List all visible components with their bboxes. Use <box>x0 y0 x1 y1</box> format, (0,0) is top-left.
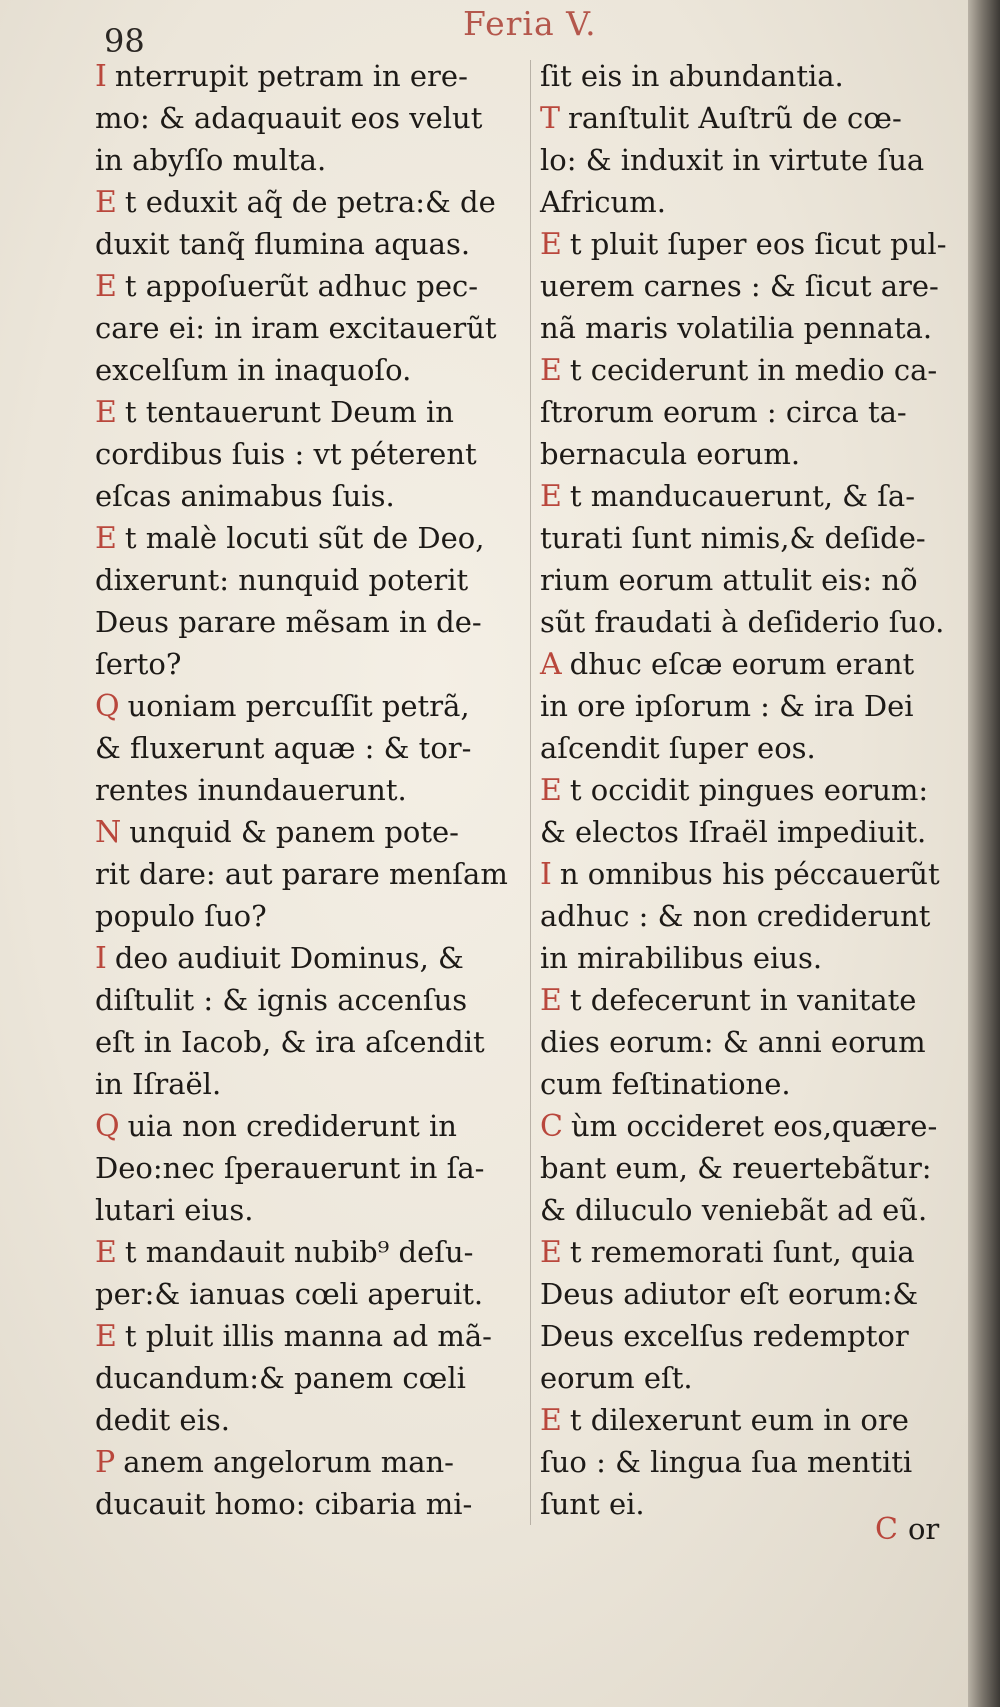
verse-line <box>540 979 950 1021</box>
line-text: care ei: in iram excitauerũt <box>95 311 497 345</box>
line-text: turati ſunt nimis,& deſide- <box>540 521 926 555</box>
rubricated-initial: E <box>95 521 117 556</box>
line-text: aſcendit ſuper eos. <box>540 731 816 765</box>
column-divider <box>530 60 531 1525</box>
rubricated-initial: E <box>95 1235 117 1270</box>
verse <box>540 769 950 853</box>
rubricated-initial: C <box>540 1109 563 1144</box>
verse-line <box>540 727 950 769</box>
verse-line <box>95 181 515 223</box>
right-column <box>540 55 950 1525</box>
line-text: rit dare: aut parare menſam <box>95 857 508 891</box>
verse <box>95 391 515 517</box>
line-text: ſunt ei. <box>540 1487 645 1521</box>
verse-line <box>95 853 515 895</box>
verse-line <box>540 1147 950 1189</box>
line-text: duxit tanq̃ flumina aquas. <box>95 227 471 261</box>
verse <box>95 685 515 811</box>
line-text: t malè locuti sũt de Deo, <box>124 521 485 555</box>
verse <box>95 181 515 265</box>
verse-line <box>540 1105 950 1147</box>
verse-line <box>540 1273 950 1315</box>
verse-line <box>540 223 950 265</box>
verse <box>95 811 515 937</box>
verse <box>95 265 515 391</box>
verse <box>540 475 950 643</box>
line-text: ducandum:& panem cœli <box>95 1361 466 1395</box>
verse-line <box>95 1315 515 1357</box>
verse <box>95 517 515 685</box>
verse-line <box>95 1483 515 1525</box>
rubricated-initial: E <box>540 227 562 262</box>
line-text: mo: & adaquauit eos velut <box>95 101 483 135</box>
verse <box>95 1441 515 1525</box>
rubricated-initial: E <box>540 1403 562 1438</box>
rubricated-initial: E <box>540 353 562 388</box>
verse <box>540 1399 950 1525</box>
verse-line <box>95 1105 515 1147</box>
line-text: Deo:nec ſperauerunt in ſa- <box>95 1151 485 1185</box>
verse-line <box>540 937 950 979</box>
line-text: dhuc eſcæ eorum erant <box>569 647 915 681</box>
verse <box>95 937 515 1105</box>
verse-line <box>540 349 950 391</box>
verse-line <box>95 895 515 937</box>
page-number: 98 <box>104 22 145 60</box>
catchword-text: or <box>907 1512 940 1546</box>
verse-line <box>95 433 515 475</box>
verse-line <box>95 1273 515 1315</box>
verse-line <box>540 1315 950 1357</box>
verse-line <box>540 1231 950 1273</box>
verse-line <box>95 1357 515 1399</box>
line-text: dixerunt: nunquid poterit <box>95 563 469 597</box>
line-text: in abyſſo multa. <box>95 143 327 177</box>
verse-line <box>540 433 950 475</box>
verse-line <box>95 517 515 559</box>
binding-gutter <box>968 0 1000 1707</box>
line-text: populo ſuo? <box>95 899 267 933</box>
verse-line <box>95 685 515 727</box>
verse-line <box>540 601 950 643</box>
verse-line <box>540 1021 950 1063</box>
line-text: ſuo : & lingua ſua mentiti <box>540 1445 913 1479</box>
verse-line <box>540 475 950 517</box>
rubricated-initial: P <box>95 1445 116 1480</box>
line-text: ſtrorum eorum : circa ta- <box>540 395 907 429</box>
line-text: adhuc : & non crediderunt <box>540 899 931 933</box>
verse-line <box>540 1063 950 1105</box>
verse <box>540 643 950 769</box>
line-text: nã maris volatilia pennata. <box>540 311 933 345</box>
line-text: ducauit homo: cibaria mi- <box>95 1487 473 1521</box>
rubricated-initial: E <box>540 1235 562 1270</box>
line-text: nterrupit petram in ere- <box>114 59 468 93</box>
line-text: deo audiuit Dominus, & <box>114 941 464 975</box>
verse-line <box>95 811 515 853</box>
verse-line <box>95 1021 515 1063</box>
line-text: t appoſuerũt adhuc pec- <box>124 269 479 303</box>
verse-line <box>540 1441 950 1483</box>
line-text: bant eum, & reuertebãtur: <box>540 1151 932 1185</box>
line-text: rentes inundauerunt. <box>95 773 407 807</box>
verse-line <box>95 643 515 685</box>
verse-line <box>95 1399 515 1441</box>
rubricated-initial: Q <box>95 1109 120 1144</box>
verse-line <box>95 349 515 391</box>
catchword <box>875 1512 939 1547</box>
line-text: Africum. <box>540 185 666 219</box>
line-text: t occidit pingues eorum: <box>569 773 929 807</box>
line-text: t ceciderunt in medio ca- <box>569 353 938 387</box>
line-text: uia non crediderunt in <box>127 1109 457 1143</box>
verse <box>540 223 950 349</box>
rubricated-initial: E <box>540 983 562 1018</box>
verse-line <box>540 265 950 307</box>
line-text: eſt in Iacob, & ira aſcendit <box>95 1025 485 1059</box>
line-text: uoniam percuſſit petrã, <box>127 689 470 723</box>
verse-line <box>540 1357 950 1399</box>
verse <box>540 853 950 979</box>
verse-line <box>95 601 515 643</box>
line-text: & electos Iſraël impediuit. <box>540 815 927 849</box>
left-column <box>95 55 515 1525</box>
line-text: in Iſraël. <box>95 1067 222 1101</box>
rubricated-initial: E <box>95 269 117 304</box>
verse-line <box>95 937 515 979</box>
line-text: n omnibus his péccauerũt <box>559 857 940 891</box>
verse-line <box>95 979 515 1021</box>
verse-line <box>95 139 515 181</box>
verse-line <box>540 139 950 181</box>
verse <box>95 55 515 181</box>
line-text: Deus parare mẽsam in de- <box>95 605 482 639</box>
verse-line <box>540 1399 950 1441</box>
verse <box>540 55 950 97</box>
line-text: & diluculo veniebãt ad eũ. <box>540 1193 928 1227</box>
verse-line <box>95 1063 515 1105</box>
line-text: eorum eſt. <box>540 1361 693 1395</box>
verse <box>95 1231 515 1315</box>
rubricated-initial: T <box>540 101 561 136</box>
line-text: Deus excelſus redemptor <box>540 1319 909 1353</box>
line-text: t manducauerunt, & ſa- <box>569 479 916 513</box>
rubricated-initial: E <box>540 479 562 514</box>
line-text: Deus adiutor eſt eorum:& <box>540 1277 919 1311</box>
line-text: lo: & induxit in virtute ſua <box>540 143 925 177</box>
line-text: in ore ipſorum : & ira Dei <box>540 689 914 723</box>
line-text: t eduxit aq̃ de petra:& de <box>124 185 496 219</box>
verse <box>540 1231 950 1399</box>
line-text: eſcas animabus ſuis. <box>95 479 395 513</box>
line-text: in mirabilibus eius. <box>540 941 823 975</box>
line-text: sũt fraudati à deſiderio ſuo. <box>540 605 945 639</box>
verse-line <box>540 559 950 601</box>
line-text: ùm occideret eos,quære- <box>570 1109 938 1143</box>
line-text: diſtulit : & ignis accenſus <box>95 983 468 1017</box>
verse-line <box>95 727 515 769</box>
line-text: t dilexerunt eum in ore <box>569 1403 909 1437</box>
verse-line <box>540 643 950 685</box>
line-text: t pluit illis manna ad mã- <box>124 1319 492 1353</box>
verse-line <box>95 559 515 601</box>
rubricated-initial: E <box>540 773 562 808</box>
line-text: cordibus ſuis : vt péterent <box>95 437 477 471</box>
verse-line <box>540 1189 950 1231</box>
line-text: bernacula eorum. <box>540 437 801 471</box>
verse-line <box>540 181 950 223</box>
line-text: ſit eis in abundantia. <box>540 59 844 93</box>
verse-line <box>540 391 950 433</box>
verse-line <box>95 55 515 97</box>
line-text: t defecerunt in vanitate <box>569 983 917 1017</box>
rubricated-initial: E <box>95 185 117 220</box>
verse <box>540 979 950 1105</box>
verse-line <box>95 1189 515 1231</box>
line-text: lutari eius. <box>95 1193 254 1227</box>
line-text: unquid & panem pote- <box>129 815 459 849</box>
verse <box>540 97 950 223</box>
rubricated-initial: A <box>540 647 562 682</box>
rubricated-initial: I <box>540 857 552 892</box>
rubricated-initial: I <box>95 941 107 976</box>
running-head: Feria V. <box>463 4 597 43</box>
verse-line <box>540 685 950 727</box>
line-text: ranſtulit Auſtrũ de cœ- <box>568 101 902 135</box>
line-text: rium eorum attulit eis: nõ <box>540 563 918 597</box>
verse-line <box>95 97 515 139</box>
rubricated-initial: Q <box>95 689 120 724</box>
verse-line <box>95 769 515 811</box>
line-text: & fluxerunt aquæ : & tor- <box>95 731 472 765</box>
verse-line <box>540 769 950 811</box>
verse-line <box>540 55 950 97</box>
line-text: dedit eis. <box>95 1403 230 1437</box>
line-text: per:& ianuas cœli aperuit. <box>95 1277 484 1311</box>
verse <box>95 1315 515 1441</box>
line-text: t rememorati ſunt, quia <box>569 1235 915 1269</box>
verse-line <box>95 265 515 307</box>
verse-line <box>95 1147 515 1189</box>
rubricated-initial: I <box>95 59 107 94</box>
verse <box>540 1105 950 1231</box>
line-text: ſerto? <box>95 647 182 681</box>
catchword-initial: C <box>875 1512 898 1547</box>
verse-line <box>95 1231 515 1273</box>
verse <box>95 1105 515 1231</box>
line-text: anem angelorum man- <box>123 1445 454 1479</box>
verse-line <box>540 97 950 139</box>
verse-line <box>95 1441 515 1483</box>
line-text: uerem carnes : & ſicut are- <box>540 269 939 303</box>
verse-line <box>540 853 950 895</box>
line-text: cum feſtinatione. <box>540 1067 791 1101</box>
verse-line <box>540 517 950 559</box>
line-text: t pluit ſuper eos ſicut pul- <box>569 227 947 261</box>
rubricated-initial: E <box>95 395 117 430</box>
verse-line <box>95 475 515 517</box>
verse-line <box>95 391 515 433</box>
line-text: dies eorum: & anni eorum <box>540 1025 926 1059</box>
line-text: t tentauerunt Deum in <box>124 395 454 429</box>
verse-line <box>540 307 950 349</box>
verse-line <box>540 811 950 853</box>
rubricated-initial: N <box>95 815 122 850</box>
line-text: excelſum in inaquoſo. <box>95 353 412 387</box>
line-text: t mandauit nubib⁹ deſu- <box>124 1235 474 1269</box>
rubricated-initial: E <box>95 1319 117 1354</box>
verse-line <box>95 307 515 349</box>
verse-line <box>540 895 950 937</box>
verse-line <box>95 223 515 265</box>
verse <box>540 349 950 475</box>
